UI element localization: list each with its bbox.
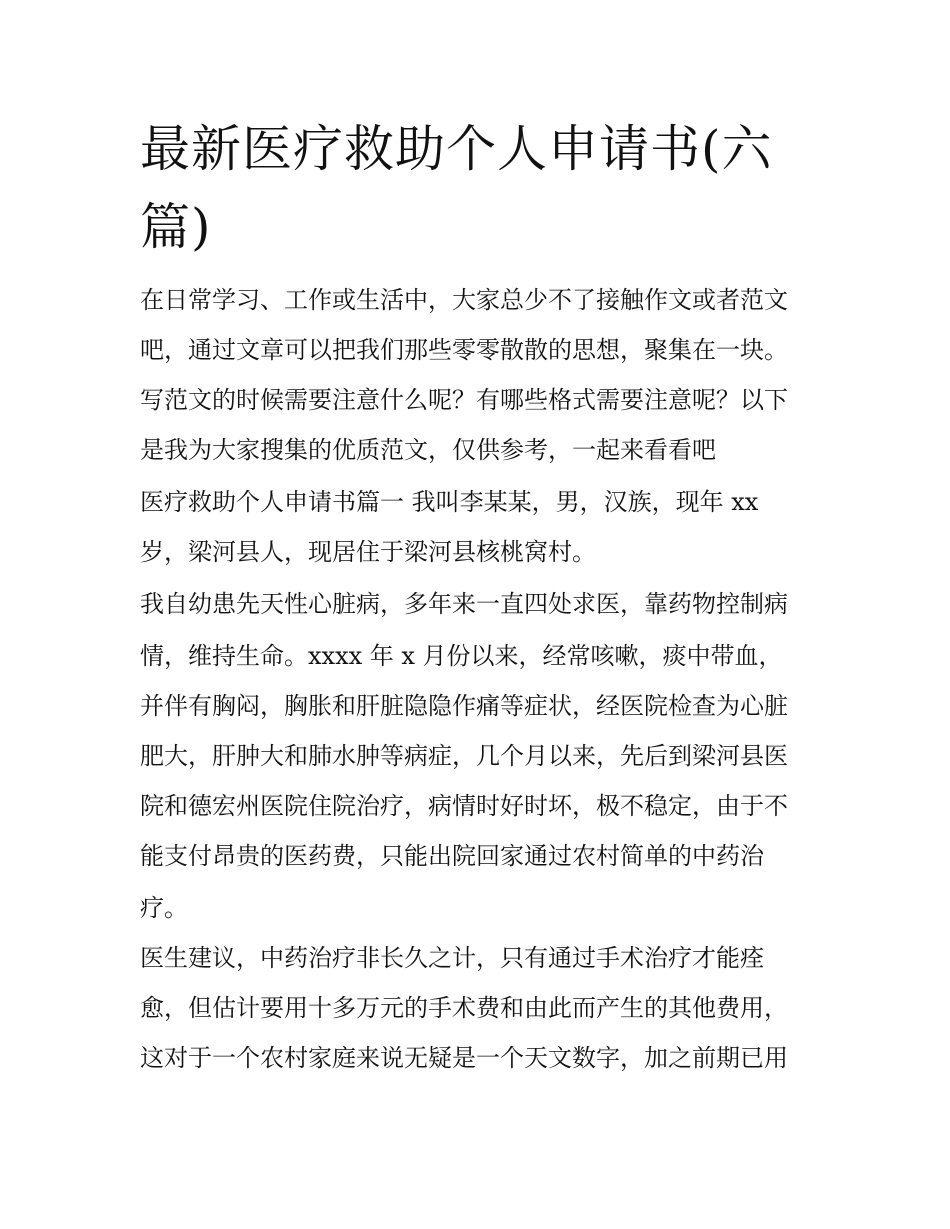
body-line: 情，维持生命。xxxx 年 x 月份以来，经常咳嗽，痰中带血， xyxy=(140,642,783,670)
body-line: 在日常学习、工作或生活中，大家总少不了接触作文或者范文 xyxy=(140,286,788,314)
body-line: 肥大，肝肿大和肺水肿等病症，几个月以来，先后到梁河县医 xyxy=(140,742,788,770)
body-line: 并伴有胸闷，胸胀和肝脏隐隐作痛等症状，经医院检查为心脏 xyxy=(140,692,788,720)
body-line: 愈，但估计要用十多万元的手术费和由此而产生的其他费用， xyxy=(140,994,788,1022)
body-line: 是我为大家搜集的优质范文，仅供参考，一起来看看吧 xyxy=(140,436,716,464)
body-line: 能支付昂贵的医药费，只能出院回家通过农村简单的中药治 xyxy=(140,842,764,870)
body-line: 岁，梁河县人，现居住于梁河县核桃窝村。 xyxy=(140,538,596,566)
body-line: 写范文的时候需要注意什么呢？有哪些格式需要注意呢？以下 xyxy=(140,386,788,414)
document-title: 最新医疗救助个人申请书(六篇) xyxy=(140,120,773,256)
body-line: 这对于一个农村家庭来说无疑是一个天文数字，加之前期已用 xyxy=(140,1044,788,1072)
body-line: 医疗救助个人申请书篇一 我叫李某某，男，汉族，现年 xx xyxy=(140,488,759,516)
body-line: 我自幼患先天性心脏病，多年来一直四处求医，靠药物控制病 xyxy=(140,590,788,618)
body-line: 疗。 xyxy=(140,894,188,922)
body-line: 医生建议，中药治疗非长久之计，只有通过手术治疗才能痊 xyxy=(140,944,764,972)
body-line: 院和德宏州医院住院治疗，病情时好时坏，极不稳定，由于不 xyxy=(140,792,788,820)
body-line: 吧，通过文章可以把我们那些零零散散的思想，聚集在一块。 xyxy=(140,336,788,364)
